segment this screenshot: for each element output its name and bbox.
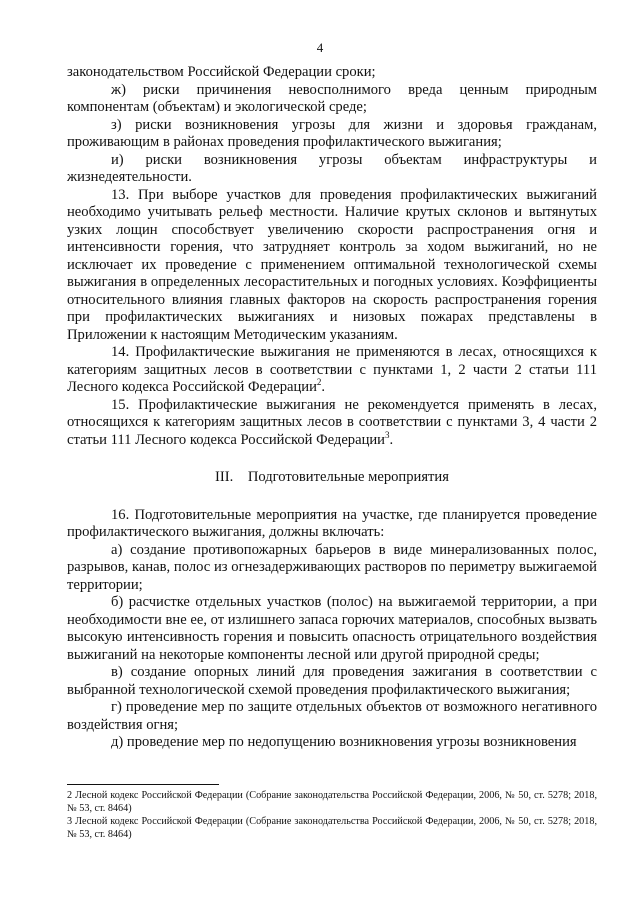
footnote-3: 3 Лесной кодекс Российской Федерации (Собрание законодательства Российской Федерации, 2006, № 50, ст. 5278; 2018, № 53, ст. 8464) xyxy=(67,816,597,840)
paragraph-14-text: 14. Профилактические выжигания не применяются в лесах, относящихся к категориям защитных лесов в соответствии с пунктами 1, 2 части 2 статьи 111 Лесного кодекса Российской Федерации xyxy=(67,344,597,395)
footnote-mark-3: 3 xyxy=(385,429,390,440)
paragraph-item-b: б) расчистке отдельных участков (полос) на выжигаемой территории, а при необходимости вне ее, от излишнего запаса горючих материалов, способных вызвать высокую интенсивность горения и повысить опасность отрицательного воздействия выжиганий на некоторые компоненты лесной или другой природной среды; xyxy=(67,594,597,663)
paragraph-13: 13. При выборе участков для проведения профилактических выжиганий необходимо учитывать рельеф местности. Наличие крутых склонов и вытянутых узких лощин способствует увеличению скорости распространения огня и интенсивности горения, что затрудняет контроль за ходом выжиганий, но не исключает их проведение с применением оптимальной технологической схемы выжигания в определенных лесорастительных и погодных условиях. Коэффициенты относительного влияния главных факторов на скорость распространения горения при профилактических выжиганиях и низовых пожарах представлены в Приложении к настоящим Методическим указаниям. xyxy=(67,186,597,343)
paragraph-item-a: а) создание противопожарных барьеров в виде минерализованных полос, разрывов, канав, полос из огнезадерживающих растворов по периметру выжигаемой территории; xyxy=(67,541,597,593)
paragraph-item-i: и) риски возникновения угрозы объектам инфраструктуры и жизнедеятельности. xyxy=(67,151,597,185)
footnote-divider xyxy=(67,784,219,785)
paragraph-item-z: з) риски возникновения угрозы для жизни и здоровья гражданам, проживающим в районах проведения профилактического выжигания; xyxy=(67,116,597,150)
section-heading: III. Подготовительные мероприятия xyxy=(215,469,449,485)
footnote-2: 2 Лесной кодекс Российской Федерации (Собрание законодательства Российской Федерации, 2006, № 50, ст. 5278; 2018, № 53, ст. 8464) xyxy=(67,790,597,814)
document-body xyxy=(67,64,597,752)
paragraph-item-d: д) проведение мер по недопущению возникновения угрозы возникновения xyxy=(111,734,577,750)
paragraph-item-g: г) проведение мер по защите отдельных объектов от возможного негативного воздействия огня; xyxy=(67,699,597,733)
paragraph-16: 16. Подготовительные мероприятия на участке, где планируется проведение профилактического выжигания, должны включать: xyxy=(67,506,597,540)
page-number: 4 xyxy=(316,40,324,55)
paragraph-item-v: в) создание опорных линий для проведения зажигания в соответствии с выбранной технологической схемой проведения профилактического выжигания; xyxy=(67,664,597,698)
paragraph-15: 15. Профилактические выжигания не рекомендуется применять в лесах, относящихся к категориям защитных лесов в соответствии с пунктами 3, 4 части 2 статьи 111 Лесного кодекса Российской Федерации$^3$. xyxy=(67,396,597,448)
footnotes xyxy=(67,789,597,841)
paragraph-15-text: 15. Профилактические выжигания не рекомендуется применять в лесах, относящихся к категориям защитных лесов в соответствии с пунктами 3, 4 части 2 статьи 111 Лесного кодекса Российской Федерации xyxy=(67,396,597,448)
paragraph-item-zh: ж) риски причинения невосполнимого вреда ценным природным компонентам (объектам) и экологической среде; xyxy=(67,81,597,115)
paragraph-continuation: законодательством Российской Федерации сроки; xyxy=(67,64,376,80)
footnote-mark-2: 2 xyxy=(316,377,322,388)
paragraph-14: 14. Профилактические выжигания не применяются в лесах, относящихся к категориям защитных лесов в соответствии с пунктами 1, 2 части 2 статьи 111 Лесного кодекса Российской Федерации$^2$. xyxy=(67,344,597,395)
